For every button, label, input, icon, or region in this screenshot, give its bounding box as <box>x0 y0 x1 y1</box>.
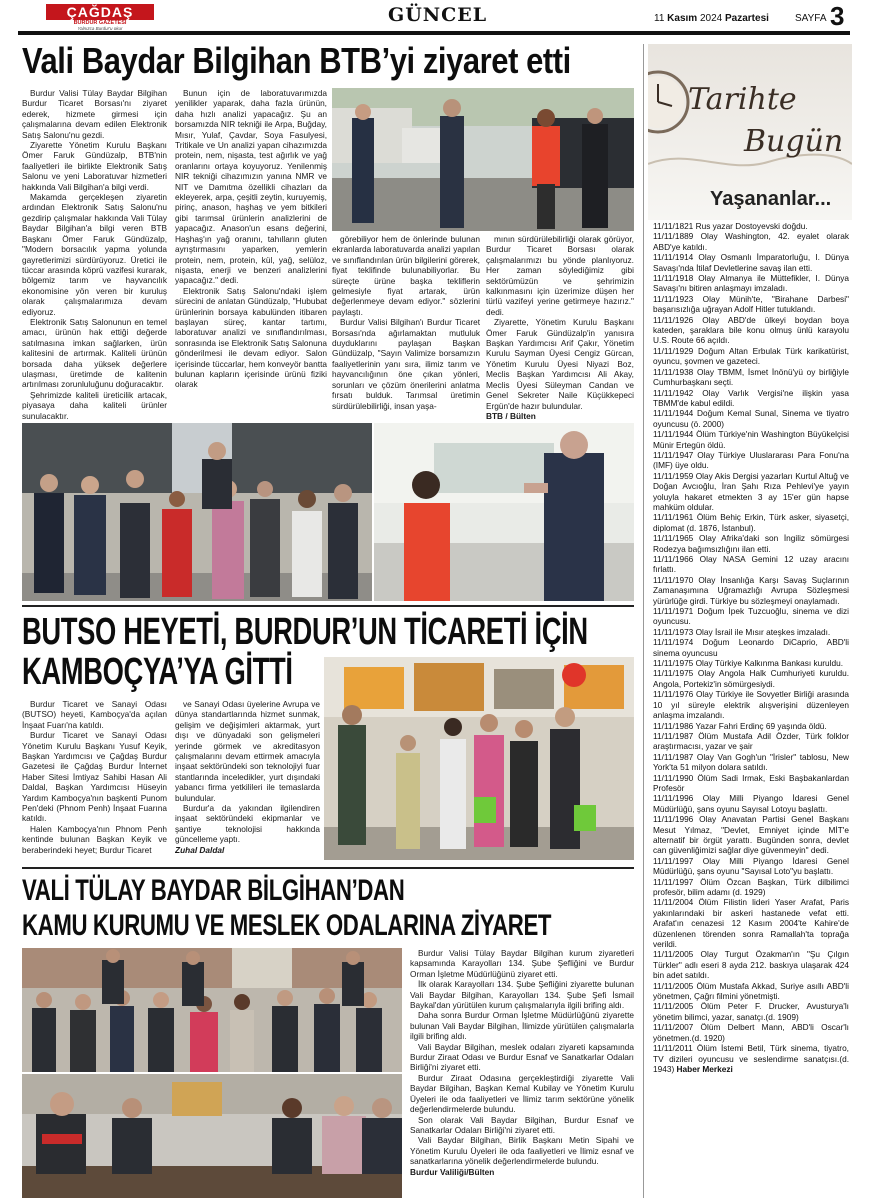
history-event: 11/11/1996 Olay Milli Piyango İdaresi Genel Müdürlüğü, şans oyunu Sayısal Lotoyu başlattı. <box>653 793 849 814</box>
history-event: 11/11/1976 Olay Türkiye ile Sovyetler Birliği arasında 10 yıl süreyle elektrik alışverişini düzenleyen anlaşma imzalandı. <box>653 689 849 721</box>
banner-word-tarihte: Tarihte <box>688 82 797 117</box>
article1-column-2 <box>175 88 327 422</box>
paragraph: Burdur Ziraat Odasına gerçekleştirdiği ziyarette Vali Baydar Bilgihan, Başkan Kemal Kubilay ve Yönetim Kurulu Üyeleri ile oda faaliyetleri ve İlimiz tarım sektörüne yönelik değerlendirmelerde bulundu. <box>410 1072 634 1115</box>
issue-date <box>654 13 769 24</box>
paragraph: Daha sonra Burdur Orman İşletme Müdürlüğünü ziyarette bulunan Vali Baydar Bilgihan, İlimizde yürütülen çalışmalarla ilgili brifing aldı. <box>410 1010 634 1042</box>
article3-headline-line1: VALİ TÜLAY BAYDAR BİLGİHAN’DAN <box>22 874 405 907</box>
history-event: 11/11/1918 Olay Almanya ile Müttefikler, I. Dünya Savaşı'nı bitiren anlaşmayı imzaladı. <box>653 273 849 294</box>
paragraph: Son olarak Vali Baydar Bilgihan, Burdur Esnaf ve Sanatkarlar Odaları Birliği'ni ziyaret etti. <box>410 1114 634 1135</box>
history-event: 11/11/2004 Ölüm Filistin lideri Yaser Arafat, Paris yakınlarındaki bir askeri hastanede vefat etti. Arafat'ın cenazesi 12 Kasım 2004'te Kahire'de düzenlenen törenden sonra Ramallah'ta toprağa verildi. <box>653 897 849 950</box>
photo-forestry-visit[interactable] <box>22 948 402 1072</box>
history-event: 11/11/1997 Ölüm Özcan Başkan, Türk dilbilimci profesör, bilim adamı (d. 1929) <box>653 876 849 897</box>
history-event: 11/11/1997 Olay Milli Piyango İdaresi Genel Müdürlüğü, şans oyunu "Sayısal Loto"yu başlattı. <box>653 855 849 877</box>
paragraph: Bunun için de laboratuvarımızda yenilikler yaparak, daha fazla ürünün, daha hızlı analizi yapacağız. Şu an borsamızda NIR tekniği ile Arpa, Buğday, Mısır, Yulaf, Çavdar, Soya Fasulyesi, Tritikale ve Un analizi yapan cihazımızda protein, nem, nişasta, test ağırlık ve yağ oranlarını ortaya koyuyoruz. Yenilenmiş NIR tekniği cihazımızın yanına NMR ve NIT ve Damıtma özellikli cihazları da ekleyerek, arpa, çeşitli zeytin, kuruyemiş, pirinç, anason, haşhaş ve yem bitkileri gibi tarımsal ürünlerin analizlerini de yapacağız. Anason'un esans değerini, Haşhaş'ın yağ oranını, tahılların gluten ayrıştırmasını yaparken, yemlerin protein, nem, protein, kül, yağ, selüloz, nişasta, enerji ve benzeri analizlerini yapacağız." dedi. <box>175 88 327 286</box>
history-event: 11/11/1996 Olay Anavatan Partisi Genel Başkanı Mesut Yılmaz, "Devlet, Emniyet içinde MİT'e alternatif bir örgüt yarattı. Bugünden sonra, devlet can güvenliğimizi sağlar diye güvenmeyin" dedi. <box>653 814 849 856</box>
logo-title: ÇAĞDAŞ <box>46 4 154 20</box>
article-divider <box>22 605 634 607</box>
history-event: 11/11/1821 Rus yazar Dostoyevski doğdu. <box>653 221 808 231</box>
history-event: 11/11/1938 Olay TBMM, İsmet İnönü'yü oy birliğiyle Cumhurbaşkanı seçti. <box>653 366 849 388</box>
newspaper-logo[interactable] <box>46 4 154 30</box>
paragraph: Elektronik Satış Salonu'ndaki işlem sürecini de anlatan Gündüzalp, "Hububat ürünlerinin borsaya kabulünden itibaren başlayan süreç, kantar tartımı, laboratuvar analizi ve sınıflandırılması, sonrasında ise Elektronik Satış Salonuna gönderilmesi ile devam ediyor. Salon içerisinde tüccarlar, hem konveyör bantta bulunan kapların içerisinde ürünü fiziki olarak <box>175 285 327 390</box>
date-day: 11 <box>654 13 665 24</box>
paragraph: ve Sanayi Odası üyelerine Avrupa ve dünya standartlarında hizmet sunmak, gelişim ve değişimleri aktarmak, yurt dışı ve dünyadaki son gelişmeleri yerinde görmek ve akreditasyon çalışmalarını devam ettirmek amacıyla inşaat sektöründeki son teknolojiyi fuar stantlarında inceledikler, yurt dışındaki yabancı firma yetkilileri ile temaslarda bulundular. <box>175 699 320 803</box>
article1-headline: Vali Baydar Bilgihan BTB’yi ziyaret etti <box>22 40 571 81</box>
paragraph: Vali Baydar Bilgihan, meslek odaları ziyareti kapsamında Burdur Ziraat Odası ve Burdur Esnaf ve Sanatkarlar Odaları Birliği'ni ziyaret etti. <box>410 1041 634 1073</box>
page-label: SAYFA <box>795 13 827 24</box>
history-event: 11/11/1974 Doğum Leonardo DiCaprio, ABD'li sinema oyuncusu <box>653 637 849 658</box>
date-weekday: Pazartesi <box>725 13 769 24</box>
paragraph: Burdur Valisi Tülay Baydar Bilgihan Burdur Ticaret Borsası'nı ziyaret ederek, hizmete girmesi için çalışmalarına devam edilen Elektronik Satış Salonu'nu gezdi. <box>22 88 167 140</box>
history-event: 11/11/1961 Ölüm Behiç Erkin, Türk asker, siyasetçi, diplomat (d. 1876, İstanbul). <box>653 512 849 533</box>
article2-headline-line2: KAMBOÇYA’YA GİTTİ <box>22 651 293 693</box>
paragraph: Makamda gerçekleşen ziyaretin ardından Elektronik Satış Salonu'nu gezdirip çalışmalar hakkında Vali Tülay Baydar Bilgihan'a bilgi veren BTB Başkanı Ömer Faruk Gündüzalp, "Modern borsacılık yapma yolunda gayretlerimizi sürdürüyoruz. Üretici ile tüccar arasında köprü vazifesi kurarak, bölgemiz tarım ve hayvancılık ekonomisine yön veren bir kuruluş olarak çalışmalarımıza devam ediyoruz. <box>22 192 167 317</box>
photo-inspection[interactable] <box>374 423 634 601</box>
history-event: 11/11/2005 Ölüm Peter F. Drucker, Avusturya'lı yönetim bilimci, yazar, sanatçı.(d. 1909) <box>653 1001 849 1022</box>
article3-headline-line2: KAMU KURUMU VE MESLEK ODALARINA ZİYARET <box>22 909 552 942</box>
date-year: 2024 <box>699 13 723 24</box>
article3-byline: Burdur Valiliği/Bülten <box>410 1166 495 1177</box>
history-event: 11/11/1926 Olay ABD'de ülkeyi boydan boya kateden, şaraklara bile konu olmuş ünlü karayolu U.S. Route 66 açıldı. <box>653 314 849 346</box>
header-rule <box>18 31 850 35</box>
photo-handshake[interactable] <box>332 88 634 231</box>
paragraph: İlk olarak Karayolları 134. Şube Şefliğini ziyarette bulunan Vali Baydar Bilgihan, Karayolları 134. Şube Şefi İsmail Baykal'dan yürütülen kurum çalışmalarıyla ilgili brifing aldı. <box>410 979 634 1011</box>
paragraph: Burdur Valisi Bilgihan'ı Burdur Ticaret Borsası'nda ağırlamaktan mutluluk duyduklarını paylaşan Başkan Gündüzalp, "Sayın Valimize borsamızın faaliyetlerinin yanı sıra, ilimiz tarım ve hayvancılığının öne çıkan yönleri, sorunları ve çözüm önerilerini anlatma fırsatı bulduk. Tarımsal üretimin sürdürülebilirliği, insan yaşa- <box>332 317 480 411</box>
history-event: 11/11/1986 Yazar Fahri Erdinç 69 yaşında öldü. <box>653 720 827 731</box>
article2-headline-line1: BUTSO HEYETİ, BURDUR’UN TİCARETİ İÇİN <box>22 611 588 653</box>
history-event: 11/11/1970 Olay İnsanlığa Karşı Savaş Suçlarının Zamanaşımına Uğramazlığı Avrupa Sözleşmesi yürürlüğe girdi. Türkiye bu sözleşmeyi onaylamadı. <box>653 574 849 606</box>
history-event: 11/11/1914 Olay Osmanlı İmparatorluğu, I. Dünya Savaşı'nda İtilaf Devletlerine savaş ilan etti. <box>653 252 849 273</box>
article1-column-3 <box>332 234 480 422</box>
article2-column-1 <box>22 699 167 863</box>
history-event: 11/11/1889 Olay Washington, 42. eyalet olarak ABD'ye katıldı. <box>653 231 849 252</box>
sidebar-byline: Haber Merkezi <box>674 1063 733 1074</box>
article2-byline: Zuhal Daldal <box>175 844 225 855</box>
article1-column-4 <box>486 234 634 422</box>
paragraph: Vali Baydar Bilgihan, Birlik Başkanı Metin Sipahi ve Yönetim Kurulu Üyeleri ile oda faaliyetleri ve İlimiz esnaf ve sanatkarlarına yönelik değerlendirmelerde bulundu. <box>410 1135 634 1167</box>
date-month: Kasım <box>667 13 698 24</box>
history-event: 11/11/1987 Olay Van Gogh'un "İrisler" tablosu, New York'ta 51 milyon dolara satıldı. <box>653 751 849 773</box>
history-event: 11/11/1923 Olay Münih'te, "Birahane Darbesi" başarısızlığa uğrayan Adolf Hitler tutuklandı. <box>653 293 849 315</box>
history-event: 11/11/1971 Doğum İpek Tuzcuoğlu, sinema ve dizi oyuncusu. <box>653 606 849 627</box>
history-event: 11/11/1947 Olay Türkiye Uluslararası Para Fonu'na (IMF) üye oldu. <box>653 449 849 471</box>
history-event: 11/11/1975 Olay Angola Halk Cumhuriyeti kuruldu. Angola, Portekiz'in sömürgesiydi. <box>653 668 849 689</box>
history-event: 11/11/1944 Ölüm Türkiye'nin Washington Büyükelçisi Münir Ertegün öldü. <box>653 429 849 450</box>
paragraph: görebiliyor hem de önlerinde bulunan ekranlarda laboratuvarda analizi yapılan ve sınıflandırılan ürün bilgilerini görerek, fiyat teklifinde bulunabiliyorlar. Bu süreçte ürüne başka tekliflerin gelmesiyle fiyat artarak, ürün değerlenmeye devam ediyor." sözlerini paylaştı. <box>332 234 480 317</box>
history-event: 11/11/2011 Ölüm İstemi Betil, Türk sinema, tiyatro, TV dizileri oyuncusu ve seslendirme sanatçısı.(d. 1943) Haber Merkezi <box>653 1043 849 1074</box>
article-divider <box>22 867 634 869</box>
paragraph: mının sürdürülebilirliği olarak görüyor, Burdur Ticaret Borsası olarak çalışmalarımızı bu yönde planlıyoruz. Her zaman söylediğimiz gibi sektörümüzün ve şehrimizin kalkınmasını için üzerimize düşen her türlü vazifeyi yerine getirmeye hazırız." dedi. <box>486 234 634 317</box>
history-event: 11/11/2005 Ölüm Mustafa Akkad, Suriye asıllı ABD'li yönetmen, Çağrı filmini yönetmişti. <box>653 980 849 1002</box>
section-title: GÜNCEL <box>388 4 488 26</box>
history-event: 11/11/1944 Doğum Kemal Sunal, Sinema ve tiyatro oyuncusu (ö. 2000) <box>653 408 849 429</box>
tarihte-bugun-banner <box>648 44 852 220</box>
article1-column-1 <box>22 88 167 422</box>
photo-group-btb[interactable] <box>22 423 372 601</box>
history-event: 11/11/1990 Ölüm Sadi Irmak, Eski Başbakanlardan Profesör <box>653 772 849 793</box>
history-events-list <box>653 221 849 1197</box>
history-event: 11/11/1973 Olay İsrail ile Mısır ateşkes imzaladı. <box>653 626 831 637</box>
paragraph: Burdur Valisi Tülay Baydar Bilgihan kurum ziyaretleri kapsamında Karayolları 134. Şube Şefliğini ve Burdur Orman İşletme Müdürlüğünü ziyaret etti. <box>410 948 634 979</box>
history-event: 11/11/1987 Ölüm Mustafa Adil Özder, Türk folklor araştırmacısı, yazar ve şair <box>653 730 849 752</box>
paragraph: Burdur Ticaret ve Sanayi Odası (BUTSO) heyeti, Kamboçya'da açılan İnşaat Fuarı'na katıldı. <box>22 699 167 730</box>
paragraph: Halen Kamboçya'nın Phnom Penh kentinde bulunan Başkan Keyik ve beraberindeki heyet; Burdur Ticaret <box>22 823 167 855</box>
paragraph: Şehrimizde kaliteli üreticilik artacak, piyasaya daha kaliteli ürünler sunulacaktır. <box>22 389 167 421</box>
history-event: 11/11/2005 Olay Turgut Özakman'ın "Şu Çılgın Türkler" adlı eseri 8 ayda 212. baskıya ulaşarak 424 bin adet satıldı. <box>653 949 849 981</box>
history-event: 11/11/1965 Olay Afrika'daki son İngiliz sömürgesi Rodezya bağımsızlığını ilan etti. <box>653 533 849 554</box>
photo-chamber-visit[interactable] <box>22 1074 402 1198</box>
paragraph: Elektronik Satış Salonunun en temel amacı, ürünün hak ettiği değerde satılmasına imkan sağlarken, ürün kalitesini de artırmak. Kaliteli ürünün borsada daha yüksek değerlere ulaşması, üretimde de kalitenin artırılması zorunluluğunu doğuracaktır. <box>22 316 167 390</box>
history-event: 11/11/1942 Olay Varlık Vergisi'ne ilişkin yasa TBMM'de kabul edildi. <box>653 387 849 408</box>
photo-fair-delegation[interactable] <box>324 657 634 860</box>
article1-byline: BTB / Bülten <box>486 410 536 421</box>
history-event: 11/11/1966 Olay NASA Gemini 12 uzay aracını fırlattı. <box>653 554 849 575</box>
history-event: 11/11/2007 Ölüm Delbert Mann, ABD'li Oscar'lı yönetmen.(d. 1920) <box>653 1022 849 1043</box>
paragraph: Ziyarette Yönetim Kurulu Başkanı Ömer Faruk Gündüzalp, BTB'nin faaliyetleri ile birlikte Elektronik Satış Salonu ve yeni Laboratuvar hizmetleri hakkında Vali Bilgihan'a bilgi verdi. <box>22 140 167 192</box>
page-header <box>18 1 850 32</box>
paragraph: Ziyarette, Yönetim Kurulu Başkanı Ömer Faruk Gündüzalp'in yanısıra Başkan Yardımcısı Arif Çakır, Yönetim Kurulu Sayman Üyesi Cengiz Gürcan, Yönetim Kurulu Üyesi Niyazi Boz, Meclis Başkan Yardımcısı Ali Akay, Meclis Üyesi Süleyman Candan ve Genel Sekreter Naile Küçükkepeci Ergün'de hazır bulundular. <box>486 317 634 411</box>
article3-column <box>410 948 634 1198</box>
history-event: 11/11/1929 Doğum Altan Erbulak Türk karikatürist, oyuncu, şovmen ve gazeteci. <box>653 345 849 367</box>
history-event: 11/11/1959 Olay Akis Dergisi yazarları Kurtul Altuğ ve Doğan Avcıoğlu, İran Şahı Rıza Pehlevi'ye yayın yoluyla hakaret etmekten 3 ay 15'er gün hapse mahküm oldular. <box>653 470 849 512</box>
sidebar-divider <box>643 44 644 1198</box>
article2-column-2 <box>175 699 320 863</box>
page-number: 3 <box>830 1 845 31</box>
logo-tagline: Yalnızca Burdur'u okur <box>77 26 123 31</box>
paragraph: Burdur Ticaret ve Sanayi Odası Yönetim Kurulu Başkanı Yusuf Keyik, Başkan Yardımcısı ve Çağdaş Burdur Gazetesi ile Çağdaş Burdur İnternet Haber Sitesi İmtiyaz Sahibi Hasan Ali Daldal, Başkan Yardımcısı Hüseyin Yardım Kamboçya'nın başkenti Punom Pen'deki (Phnom Penh) İnşaat Fuarına katıldı. <box>22 730 167 824</box>
history-event: 11/11/1975 Olay Türkiye Kalkınma Bankası kuruldu. <box>653 658 844 669</box>
paragraph: Burdur'a da yakından ilgilendiren inşaat sektöründeki ekipmanlar ve şantiye teknolojisi hakkında güncelleme yaptı. <box>175 803 320 845</box>
logo-subtitle: BURDUR GAZETESİ <box>73 20 127 26</box>
banner-subtitle: Yaşananlar... <box>710 188 832 210</box>
banner-word-bugun: Bugün <box>744 124 844 159</box>
